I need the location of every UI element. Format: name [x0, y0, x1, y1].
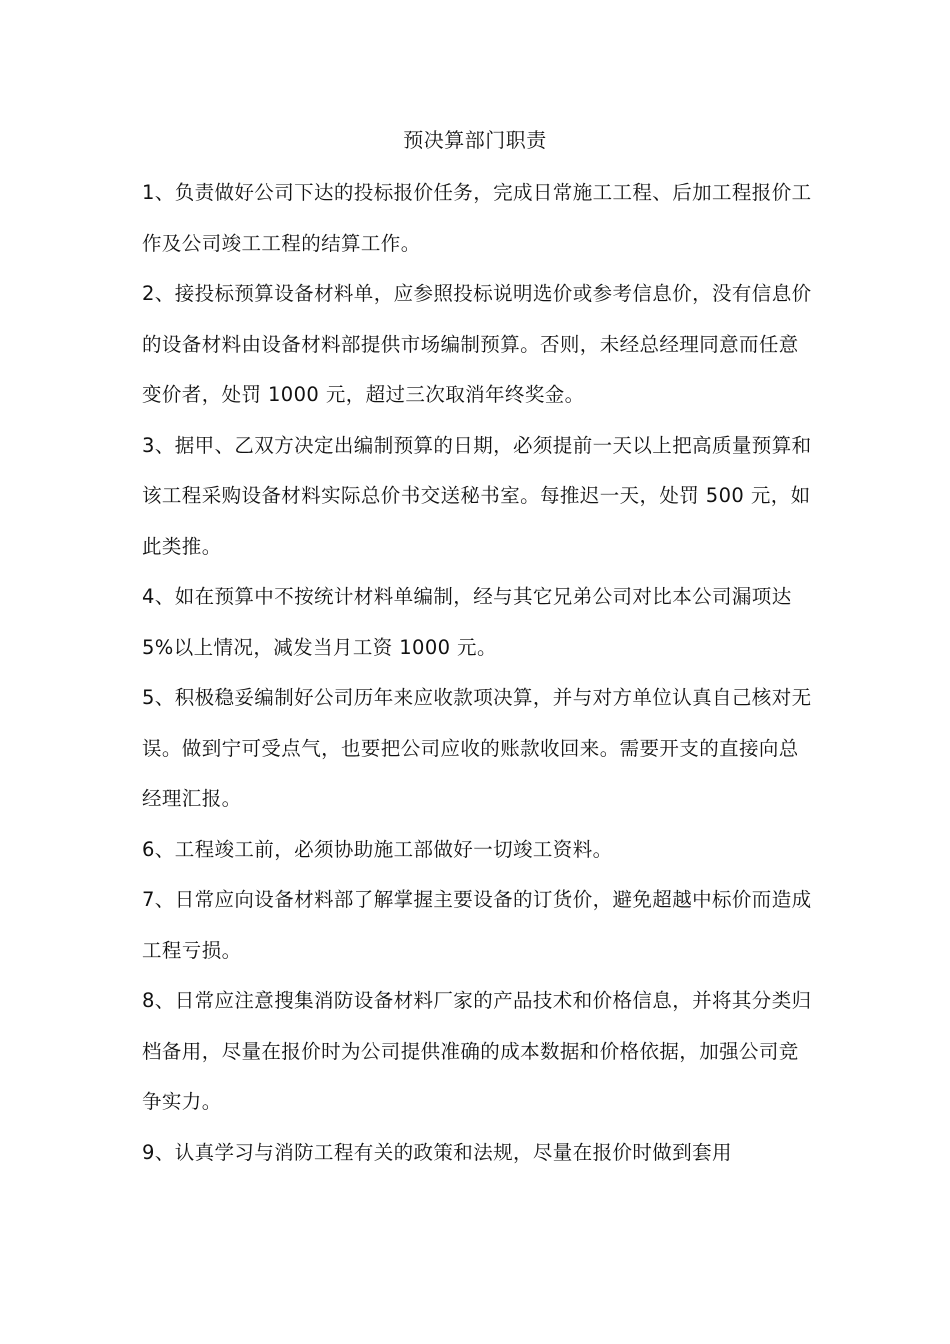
paragraph-1: 1、负责做好公司下达的投标报价任务，完成日常施工工程、后加工程报价工作及公司竣工工程的结算工作。 [142, 181, 812, 255]
paragraph-2: 2、接投标预算设备材料单，应参照投标说明选价或参考信息价，没有信息价的设备材料由设备材料部提供市场编制预算。否则，未经总经理同意而任意变价者，处罚 1000 元，超过三次取消年终奖金。 [142, 282, 812, 406]
paragraph-3: 3、据甲、乙双方决定出编制预算的日期，必须提前一天以上把高质量预算和该工程采购设备材料实际总价书交送秘书室。每推迟一天，处罚 500 元，如此类推。 [142, 433, 812, 558]
document-body [142, 168, 814, 1178]
paragraph-7: 7、日常应向设备材料部了解掌握主要设备的订货价，避免超越中标价而造成工程亏损。 [142, 888, 812, 962]
paragraph-4: 4、如在预算中不按统计材料单编制，经与其它兄弟公司对比本公司漏项达 5%以上情况，减发当月工资 1000 元。 [142, 585, 792, 659]
paragraph-5: 5、积极稳妥编制好公司历年来应收款项决算，并与对方单位认真自己核对无误。做到宁可受点气，也要把公司应收的账款收回来。需要开支的直接向总经理汇报。 [142, 686, 812, 810]
document-title: 预决算部门职责 [403, 128, 547, 152]
paragraph-6: 6、工程竣工前，必须协助施工部做好一切竣工资料。 [142, 837, 613, 861]
paragraph-8: 8、日常应注意搜集消防设备材料厂家的产品技术和价格信息，并将其分类归档备用，尽量在报价时为公司提供准确的成本数据和价格依据，加强公司竞争实力。 [142, 989, 812, 1113]
paragraph-9: 9、认真学习与消防工程有关的政策和法规，尽量在报价时做到套用 [142, 1140, 732, 1164]
